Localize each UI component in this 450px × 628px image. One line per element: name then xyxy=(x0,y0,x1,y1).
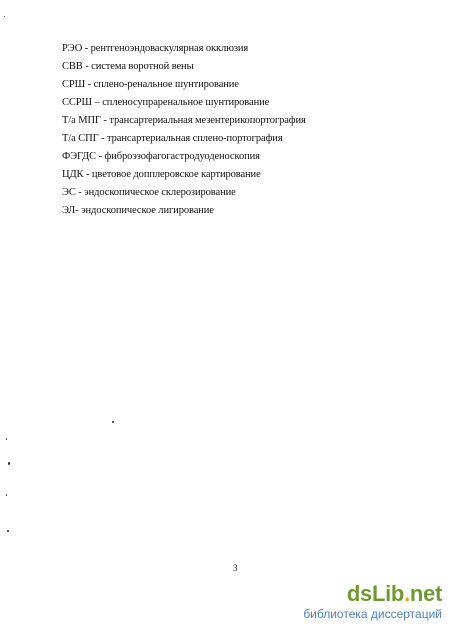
abbreviation-row: ЭЛ- эндоскопическое лигирование xyxy=(62,205,214,216)
abbreviation-row: СРШ - сплено-ренальное шунтирование xyxy=(62,79,239,90)
abbreviation-row: Т/а СПГ - трансартериальная сплено-портография xyxy=(62,133,283,144)
watermark-tagline: библиотека диссертаций xyxy=(303,607,442,621)
abbreviation-list xyxy=(62,40,306,220)
scan-speck xyxy=(112,421,114,423)
abbreviation-row: ССРШ – спленосупраренальное шунтирование xyxy=(62,97,270,108)
watermark[interactable] xyxy=(266,580,450,628)
logo-main: dsLib xyxy=(346,581,405,606)
logo-tld: net xyxy=(409,581,442,606)
page-number: 3 xyxy=(233,563,238,573)
scan-speck xyxy=(7,530,9,532)
abbreviation-row: ЭС - эндоскопическое склерозирование xyxy=(62,187,236,198)
watermark-logo xyxy=(347,582,442,606)
abbreviation-row: ФЭГДС - фиброэзофагогастродуоденоскопия xyxy=(62,151,260,162)
logo-dot: . xyxy=(404,581,410,606)
scan-speck xyxy=(6,494,7,496)
scan-speck xyxy=(8,462,10,465)
abbreviation-row: РЭО - рентгеноэндоваскулярная окклюзия xyxy=(62,43,249,54)
scan-speck xyxy=(4,16,5,17)
abbreviation-row: СВВ - система воротной вены xyxy=(62,61,194,72)
abbreviation-row: Т/а МПГ - трансартериальная мезентерикопортография xyxy=(62,115,306,126)
scan-speck xyxy=(6,438,7,440)
abbreviation-row: ЦДК - цветовое допплеровское картирование xyxy=(62,169,261,180)
